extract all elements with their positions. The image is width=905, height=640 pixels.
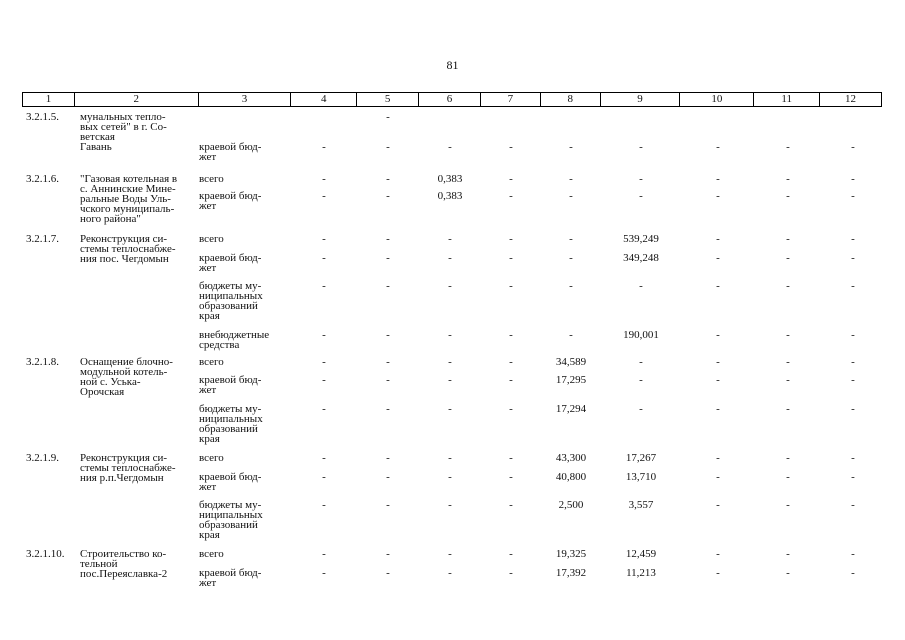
value-cell: - <box>322 499 326 511</box>
value-cell: 0,383 <box>437 173 463 185</box>
value-cell: - <box>716 252 720 264</box>
funding-source: краевой бюд- жет <box>199 471 262 493</box>
col-header: 12 <box>845 93 857 105</box>
value-cell: - <box>509 356 513 368</box>
value-cell: - <box>639 280 643 292</box>
value-cell: - <box>786 233 790 245</box>
funding-source: бюджеты му- ниципальных образований края <box>199 403 263 445</box>
funding-source: краевой бюд- жет <box>199 252 262 274</box>
value-cell: - <box>322 403 326 415</box>
value-cell: - <box>322 233 326 245</box>
value-cell: - <box>448 452 452 464</box>
value-cell: - <box>786 252 790 264</box>
value-cell: - <box>386 233 390 245</box>
col-header: 7 <box>481 93 541 106</box>
value-cell: - <box>851 567 855 579</box>
col-header: 6 <box>419 93 481 106</box>
value-cell: 17,392 <box>555 567 587 579</box>
value-cell: - <box>851 452 855 464</box>
col-header: 9 <box>601 93 681 106</box>
value-cell: - <box>322 356 326 368</box>
value-cell: - <box>716 173 720 185</box>
value-cell: - <box>509 548 513 560</box>
value-cell: - <box>386 403 390 415</box>
item-number: 3.2.1.8. <box>26 356 59 368</box>
col-header: 10 <box>680 93 754 106</box>
value-cell: - <box>569 233 573 245</box>
value-cell: - <box>851 190 855 202</box>
value-cell: 17,295 <box>555 374 587 386</box>
value-cell: - <box>386 329 390 341</box>
value-cell: 11,213 <box>626 567 656 579</box>
value-cell: - <box>509 499 513 511</box>
col-header: 2 <box>75 93 199 106</box>
value-cell: - <box>716 233 720 245</box>
value-cell: - <box>786 190 790 202</box>
value-cell: - <box>716 356 720 368</box>
value-cell: - <box>786 567 790 579</box>
value-cell: 3,557 <box>628 499 654 511</box>
value-cell: - <box>386 567 390 579</box>
funding-source: краевой бюд- жет <box>199 374 262 396</box>
value-cell: - <box>448 403 452 415</box>
value-cell: - <box>716 403 720 415</box>
value-cell: - <box>386 252 390 264</box>
value-cell: - <box>448 548 452 560</box>
funding-source: всего <box>199 356 224 368</box>
value-cell: - <box>322 471 326 483</box>
value-cell: - <box>639 190 643 202</box>
item-name: Оснащение блочно- модульной котель- ной с. Уська- Орочская <box>80 356 173 398</box>
value-cell: - <box>716 499 720 511</box>
value-cell: 34,589 <box>555 356 587 368</box>
value-cell: - <box>509 252 513 264</box>
value-cell: - <box>851 548 855 560</box>
value-cell: - <box>716 329 720 341</box>
value-cell: - <box>448 356 452 368</box>
value-cell: - <box>386 190 390 202</box>
value-cell: - <box>639 173 643 185</box>
value-cell: 12,459 <box>625 548 657 560</box>
value-cell: - <box>509 567 513 579</box>
value-cell: - <box>448 329 452 341</box>
value-cell: - <box>786 471 790 483</box>
value-cell: - <box>786 329 790 341</box>
col-header: 1 <box>23 93 75 106</box>
value-cell: - <box>569 329 573 341</box>
value-cell: - <box>448 567 452 579</box>
value-cell: - <box>716 190 720 202</box>
value-cell: 43,300 <box>555 452 587 464</box>
value-cell: - <box>386 111 390 123</box>
value-cell: - <box>569 141 573 153</box>
col-header: 3 <box>199 93 292 106</box>
value-cell: 0,383 <box>437 190 463 202</box>
funding-source: всего <box>199 233 224 245</box>
value-cell: - <box>322 567 326 579</box>
value-cell: - <box>786 403 790 415</box>
value-cell: - <box>786 173 790 185</box>
value-cell: - <box>509 233 513 245</box>
value-cell: - <box>448 252 452 264</box>
value-cell: - <box>851 252 855 264</box>
value-cell: - <box>786 356 790 368</box>
col-header: 8 <box>541 93 601 106</box>
value-cell: - <box>386 452 390 464</box>
value-cell: - <box>509 452 513 464</box>
item-name: "Газовая котельная в с. Аннинские Мине- ральные Воды Уль- чского муниципаль- ного района" <box>80 173 178 225</box>
value-cell: - <box>569 280 573 292</box>
item-number: 3.2.1.9. <box>26 452 59 464</box>
value-cell: - <box>448 280 452 292</box>
value-cell: - <box>569 173 573 185</box>
funding-source: краевой бюд- жет <box>199 190 262 212</box>
value-cell: - <box>322 252 326 264</box>
item-name: Строительство ко- тельной пос.Переяславка-2 <box>80 548 168 580</box>
value-cell: - <box>639 356 643 368</box>
value-cell: - <box>322 374 326 386</box>
value-cell: - <box>716 471 720 483</box>
value-cell: - <box>386 173 390 185</box>
value-cell: 19,325 <box>555 548 587 560</box>
value-cell: - <box>509 280 513 292</box>
funding-source: краевой бюд- жет <box>199 141 262 163</box>
value-cell: - <box>322 452 326 464</box>
value-cell: - <box>851 173 855 185</box>
value-cell: - <box>509 173 513 185</box>
value-cell: 17,267 <box>625 452 657 464</box>
item-number: 3.2.1.6. <box>26 173 59 185</box>
value-cell: - <box>851 403 855 415</box>
value-cell: - <box>322 141 326 153</box>
col-header: 4 <box>291 93 357 106</box>
value-cell: 349,248 <box>623 252 659 264</box>
value-cell: - <box>786 374 790 386</box>
item-name: Реконструкция си- стемы теплоснабже- ния р.п.Чегдомын <box>80 452 176 484</box>
value-cell: - <box>569 252 573 264</box>
value-cell: - <box>448 374 452 386</box>
item-number: 3.2.1.10. <box>26 548 65 560</box>
value-cell: - <box>386 471 390 483</box>
item-number: 3.2.1.5. <box>26 111 59 123</box>
value-cell: - <box>716 452 720 464</box>
value-cell: - <box>386 356 390 368</box>
funding-source: краевой бюд- жет <box>199 567 262 589</box>
value-cell: - <box>716 141 720 153</box>
value-cell: 2,500 <box>558 499 584 511</box>
value-cell: - <box>716 548 720 560</box>
value-cell: 539,249 <box>623 233 659 245</box>
value-cell: - <box>786 499 790 511</box>
value-cell: - <box>448 233 452 245</box>
item-name: мунальных тепло- вых сетей" в г. Со- ветская Гавань <box>80 111 167 153</box>
funding-source: внебюджетные средства <box>199 329 270 351</box>
value-cell: - <box>386 499 390 511</box>
value-cell: - <box>322 173 326 185</box>
value-cell: - <box>851 280 855 292</box>
value-cell: - <box>509 141 513 153</box>
value-cell: - <box>851 374 855 386</box>
value-cell: 40,800 <box>555 471 587 483</box>
value-cell: - <box>716 374 720 386</box>
value-cell: - <box>851 329 855 341</box>
value-cell: - <box>786 548 790 560</box>
funding-source: всего <box>199 173 224 185</box>
value-cell: - <box>509 329 513 341</box>
value-cell: - <box>639 403 643 415</box>
value-cell: - <box>639 374 643 386</box>
value-cell: - <box>322 280 326 292</box>
value-cell: 13,710 <box>625 471 657 483</box>
value-cell: - <box>851 356 855 368</box>
funding-source: всего <box>199 452 224 464</box>
value-cell: - <box>851 141 855 153</box>
col-header: 5 <box>357 93 419 106</box>
value-cell: - <box>386 280 390 292</box>
value-cell: 17,294 <box>555 403 587 415</box>
value-cell: - <box>448 141 452 153</box>
value-cell: - <box>851 471 855 483</box>
value-cell: - <box>322 329 326 341</box>
value-cell: - <box>639 141 643 153</box>
value-cell: - <box>322 548 326 560</box>
value-cell: - <box>786 452 790 464</box>
value-cell: - <box>851 499 855 511</box>
item-number: 3.2.1.7. <box>26 233 59 245</box>
funding-source: бюджеты му- ниципальных образований края <box>199 280 263 322</box>
value-cell: - <box>448 499 452 511</box>
value-cell: - <box>569 190 573 202</box>
value-cell: - <box>386 141 390 153</box>
value-cell: - <box>786 141 790 153</box>
value-cell: - <box>448 471 452 483</box>
value-cell: - <box>716 280 720 292</box>
value-cell: - <box>509 374 513 386</box>
table-header <box>22 92 882 107</box>
value-cell: 190,001 <box>623 329 659 341</box>
value-cell: - <box>716 567 720 579</box>
value-cell: - <box>509 403 513 415</box>
value-cell: - <box>786 280 790 292</box>
item-name: Реконструкция си- стемы теплоснабже- ния пос. Чегдомын <box>80 233 176 265</box>
value-cell: - <box>851 233 855 245</box>
funding-source: бюджеты му- ниципальных образований края <box>199 499 263 541</box>
value-cell: - <box>509 190 513 202</box>
value-cell: - <box>386 374 390 386</box>
page-number: 81 <box>446 58 459 72</box>
value-cell: - <box>386 548 390 560</box>
col-header: 11 <box>754 93 820 106</box>
value-cell: - <box>509 471 513 483</box>
funding-source: всего <box>199 548 224 560</box>
value-cell: - <box>322 190 326 202</box>
